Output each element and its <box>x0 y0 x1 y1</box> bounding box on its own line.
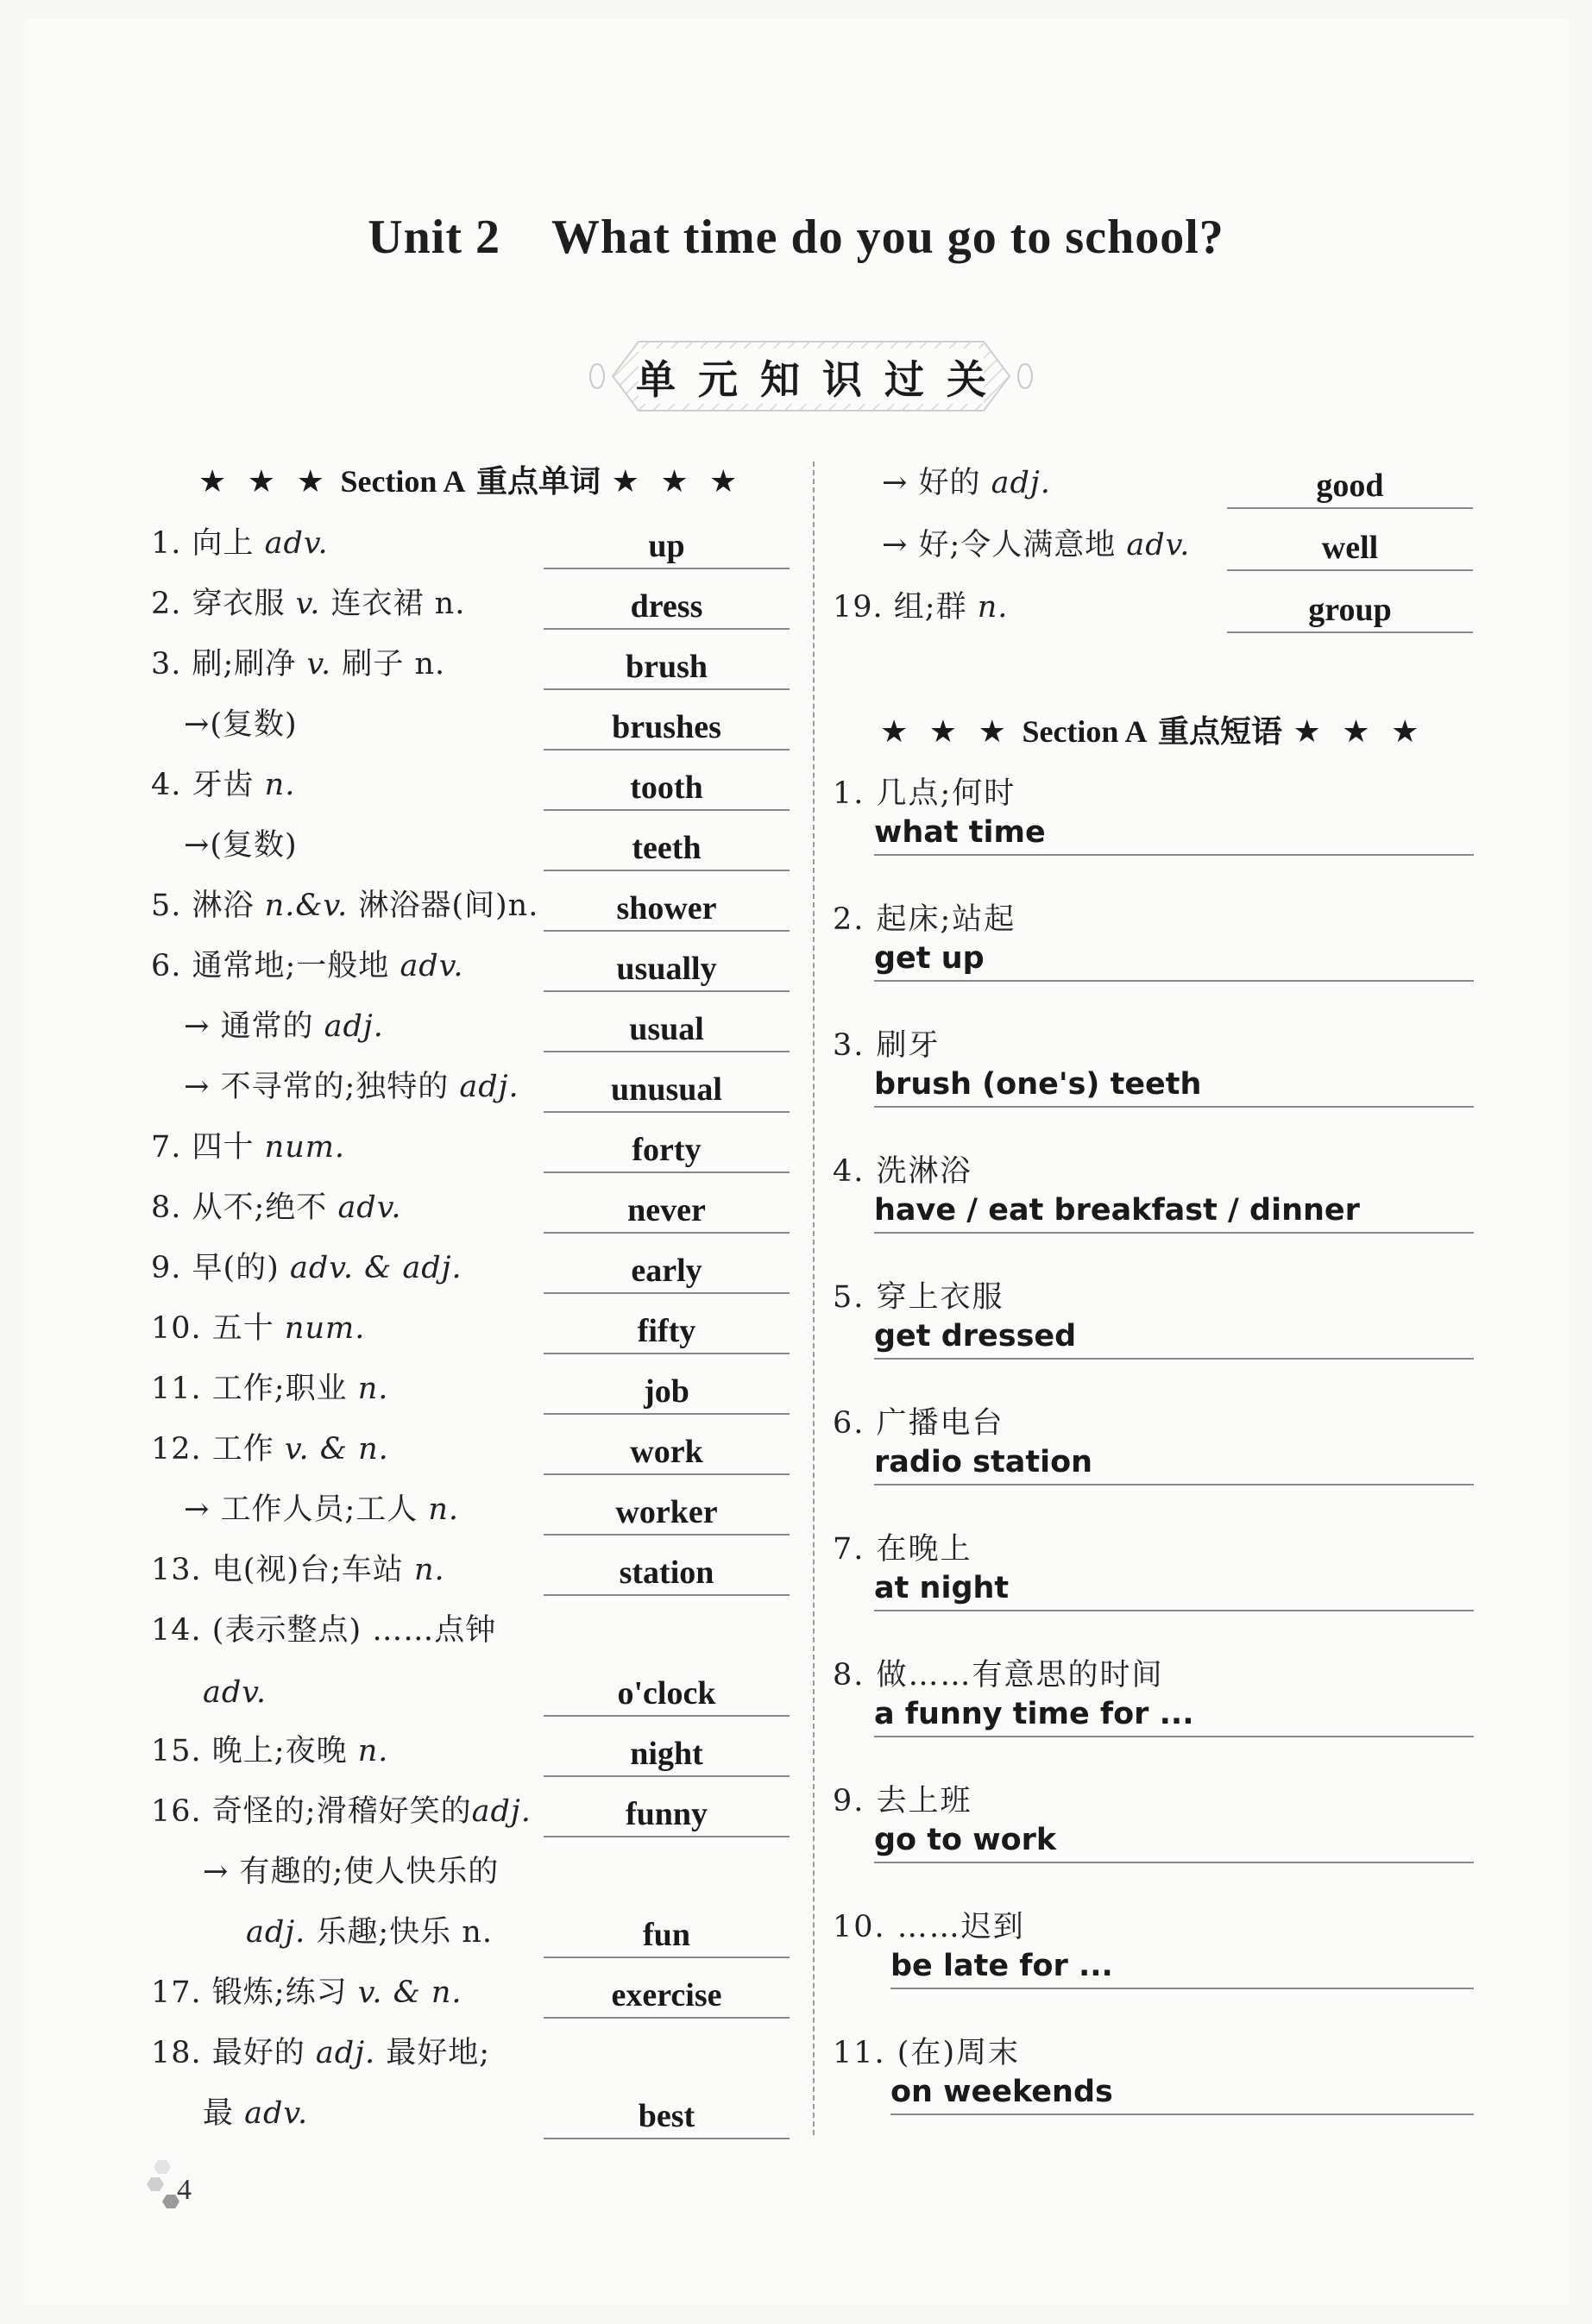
part-of-speech: n. <box>414 1553 445 1587</box>
word-prompt <box>151 1546 445 1589</box>
answer-blank[interactable]: funny <box>544 1793 790 1837</box>
word-row <box>0 449 1592 509</box>
word-prompt <box>184 1063 519 1106</box>
word-meaning: →(复数) <box>184 828 298 863</box>
word-meaning-extra: 连衣裙 n. <box>320 587 466 621</box>
word-prompt <box>246 1908 493 1951</box>
word-meaning-extra: 乐趣;快乐 n. <box>305 1915 493 1950</box>
heading-cn: 重点单词 <box>476 463 601 499</box>
part-of-speech: adj. <box>991 466 1051 500</box>
phrase-answer[interactable]: at night <box>874 1567 1474 1611</box>
word-meaning: 5. 淋浴 <box>151 889 265 923</box>
word-prompt <box>151 1365 388 1408</box>
word-prompt <box>151 1969 462 2012</box>
banner-title: 单元知识过关 <box>636 356 1009 403</box>
part-of-speech: adj. <box>246 1915 306 1950</box>
answer-blank[interactable]: early <box>544 1249 790 1294</box>
section-banner <box>587 330 1035 423</box>
star-icon: ★ ★ ★ <box>198 464 330 499</box>
answer-blank[interactable]: o'clock <box>544 1672 790 1717</box>
word-meaning-extra: 刷子 n. <box>331 647 446 681</box>
answer-blank[interactable]: worker <box>544 1491 790 1536</box>
word-prompt <box>151 1123 345 1166</box>
phrase-prompt: 11. (在)周末 <box>833 2036 1021 2070</box>
word-meaning: → 通常的 <box>184 1009 324 1044</box>
word-meaning: 9. 早(的) <box>151 1251 290 1285</box>
part-of-speech: v. & n. <box>284 1432 389 1467</box>
part-of-speech: v. <box>295 587 321 621</box>
answer-blank[interactable]: good <box>1227 464 1473 509</box>
part-of-speech: num. <box>284 1311 366 1346</box>
word-meaning: 14. (表示整点) ……点钟 <box>151 1613 497 1648</box>
answer-blank[interactable]: brush <box>544 645 790 690</box>
word-row <box>0 1354 1592 1415</box>
star-icon: ★ ★ ★ <box>1293 714 1425 750</box>
word-row <box>0 871 1592 932</box>
phrase-prompt: 5. 穿上衣服 <box>833 1280 1004 1315</box>
word-meaning: → 不寻常的;独特的 <box>184 1070 460 1104</box>
answer-blank[interactable]: night <box>544 1732 790 1777</box>
phrase-prompt: 8. 做……有意思的时间 <box>833 1658 1164 1693</box>
part-of-speech: n. <box>357 1372 389 1406</box>
answer-blank[interactable]: usually <box>544 947 790 992</box>
answer-blank[interactable]: shower <box>544 887 790 932</box>
answer-blank[interactable]: station <box>544 1551 790 1596</box>
word-row <box>0 511 1592 571</box>
word-prompt <box>203 1675 267 1710</box>
part-of-speech: adv. <box>337 1190 402 1225</box>
phrase-answer[interactable]: have / eat breakfast / dinner <box>874 1189 1474 1234</box>
part-of-speech: v. <box>306 647 332 681</box>
heading-en: Section A <box>1022 714 1148 749</box>
part-of-speech: n. <box>428 1492 460 1527</box>
word-prompt <box>151 882 538 925</box>
part-of-speech: adv. <box>264 526 329 561</box>
word-meaning: 11. 工作;职业 <box>151 1372 358 1406</box>
phrase-answer[interactable]: on weekends <box>890 2070 1474 2115</box>
word-prompt <box>833 583 1008 626</box>
answer-blank[interactable]: usual <box>544 1008 790 1052</box>
word-meaning: 19. 组;群 <box>833 590 978 625</box>
word-meaning: 1. 向上 <box>151 526 265 561</box>
word-meaning: → 有趣的;使人快乐的 <box>203 1855 500 1889</box>
answer-blank[interactable]: up <box>544 524 790 569</box>
answer-blank[interactable]: group <box>1227 588 1473 633</box>
word-meaning: 18. 最好的 <box>151 2036 316 2070</box>
word-meaning: 15. 晚上;夜晚 <box>151 1734 358 1768</box>
word-meaning: 8. 从不;绝不 <box>151 1190 338 1225</box>
answer-blank[interactable]: forty <box>544 1128 790 1173</box>
word-meaning: 10. 五十 <box>151 1311 285 1346</box>
part-of-speech: adj. <box>315 2036 376 2070</box>
part-of-speech: adv. <box>400 949 464 983</box>
answer-blank[interactable]: tooth <box>544 766 790 811</box>
answer-blank[interactable]: dress <box>544 585 790 630</box>
part-of-speech: adv. <box>244 2096 309 2131</box>
phrase-answer[interactable]: brush (one's) teeth <box>874 1063 1474 1108</box>
phrase-answer[interactable]: go to work <box>874 1818 1474 1863</box>
answer-blank[interactable]: never <box>544 1189 790 1234</box>
word-prompt <box>151 942 463 985</box>
word-prompt <box>151 1727 388 1770</box>
phrase-answer[interactable]: be late for ... <box>890 1944 1474 1989</box>
word-meaning: → 好的 <box>882 466 991 500</box>
phrase-answer[interactable]: what time <box>874 811 1474 856</box>
answer-blank[interactable]: teeth <box>544 826 790 871</box>
word-prompt <box>151 1304 365 1347</box>
word-prompt <box>882 521 1190 564</box>
word-meaning: → 工作人员;工人 <box>184 1492 429 1527</box>
answer-blank[interactable]: exercise <box>544 1974 790 2019</box>
word-prompt <box>151 1244 462 1287</box>
part-of-speech: n.&v. <box>264 889 349 923</box>
word-row <box>0 751 1592 811</box>
phrase-prompt: 7. 在晚上 <box>833 1532 972 1567</box>
word-meaning: 4. 牙齿 <box>151 768 265 802</box>
word-prompt <box>151 1606 496 1649</box>
word-meaning: 16. 奇怪的;滑稽好笑的 <box>151 1794 472 1829</box>
part-of-speech: v. & n. <box>357 1975 462 2010</box>
star-icon: ★ ★ ★ <box>611 464 743 499</box>
section-phrases-heading <box>880 707 1424 751</box>
word-row <box>0 1113 1592 1173</box>
part-of-speech: n. <box>264 768 296 802</box>
answer-blank[interactable]: brushes <box>544 706 790 751</box>
word-meaning-extra: 最好地; <box>375 2036 491 2070</box>
answer-blank[interactable]: work <box>544 1430 790 1475</box>
phrase-answer[interactable]: get dressed <box>874 1315 1474 1360</box>
answer-blank[interactable]: fun <box>544 1913 790 1958</box>
phrase-answer[interactable]: get up <box>874 937 1474 982</box>
word-prompt <box>184 1002 384 1046</box>
phrase-prompt: 10. ……迟到 <box>833 1910 1025 1944</box>
part-of-speech: adv. & adj. <box>289 1251 462 1285</box>
word-meaning: 3. 刷;刷净 <box>151 647 307 681</box>
part-of-speech: adv. <box>203 1675 267 1710</box>
word-meaning: → 好;令人满意地 <box>882 528 1127 562</box>
part-of-speech: adv. <box>1126 528 1191 562</box>
part-of-speech: n. <box>977 590 1009 625</box>
word-prompt <box>184 1485 459 1529</box>
word-prompt <box>203 1848 499 1891</box>
word-row <box>0 630 1592 690</box>
heading-en: Section A <box>340 464 466 499</box>
phrase-prompt: 9. 去上班 <box>833 1784 972 1818</box>
heading-cn: 重点短语 <box>1158 713 1283 750</box>
word-prompt <box>184 700 298 744</box>
phrase-answer[interactable]: radio station <box>874 1441 1474 1485</box>
word-meaning: 17. 锻炼;练习 <box>151 1975 358 2010</box>
phrase-prompt: 1. 几点;何时 <box>833 776 1016 811</box>
word-meaning: 6. 通常地;一般地 <box>151 949 400 983</box>
phrase-prompt: 4. 洗淋浴 <box>833 1154 972 1189</box>
phrase-prompt: 3. 刷牙 <box>833 1028 941 1063</box>
phrase-prompt: 6. 广播电台 <box>833 1406 1004 1441</box>
word-meaning: 13. 电(视)台;车站 <box>151 1553 415 1587</box>
page-number: 4 <box>177 2174 192 2206</box>
part-of-speech: adj. <box>459 1070 519 1104</box>
word-prompt <box>203 2089 308 2132</box>
star-icon: ★ ★ ★ <box>880 714 1011 750</box>
phrase-prompt: 2. 起床;站起 <box>833 902 1016 937</box>
word-prompt <box>184 821 298 864</box>
word-row <box>0 992 1592 1052</box>
word-prompt <box>151 1787 532 1831</box>
word-meaning-extra: 淋浴器(间)n. <box>348 889 539 923</box>
word-row <box>0 1234 1592 1294</box>
word-prompt <box>151 1184 401 1227</box>
word-meaning: 2. 穿衣服 <box>151 587 296 621</box>
answer-blank[interactable]: best <box>544 2095 790 2139</box>
word-meaning: 7. 四十 <box>151 1130 265 1165</box>
part-of-speech: num. <box>264 1130 346 1165</box>
word-meaning: →(复数) <box>184 707 298 742</box>
word-prompt <box>151 1425 389 1468</box>
page-title: Unit 2 What time do you go to school? <box>368 210 1224 264</box>
part-of-speech: adj. <box>471 1794 532 1829</box>
word-prompt <box>882 459 1051 502</box>
word-prompt <box>151 640 445 683</box>
word-row <box>0 573 1592 633</box>
answer-blank[interactable]: unusual <box>544 1068 790 1113</box>
answer-blank[interactable]: fifty <box>544 1310 790 1354</box>
answer-blank[interactable]: well <box>1227 526 1473 571</box>
word-meaning: 12. 工作 <box>151 1432 285 1467</box>
answer-blank[interactable]: job <box>544 1370 790 1415</box>
word-prompt <box>151 761 295 804</box>
part-of-speech: adj. <box>324 1009 384 1044</box>
word-prompt <box>151 2029 490 2072</box>
phrase-answer[interactable]: a funny time for ... <box>874 1693 1474 1737</box>
word-meaning: 最 <box>203 2096 245 2131</box>
part-of-speech: n. <box>357 1734 389 1768</box>
